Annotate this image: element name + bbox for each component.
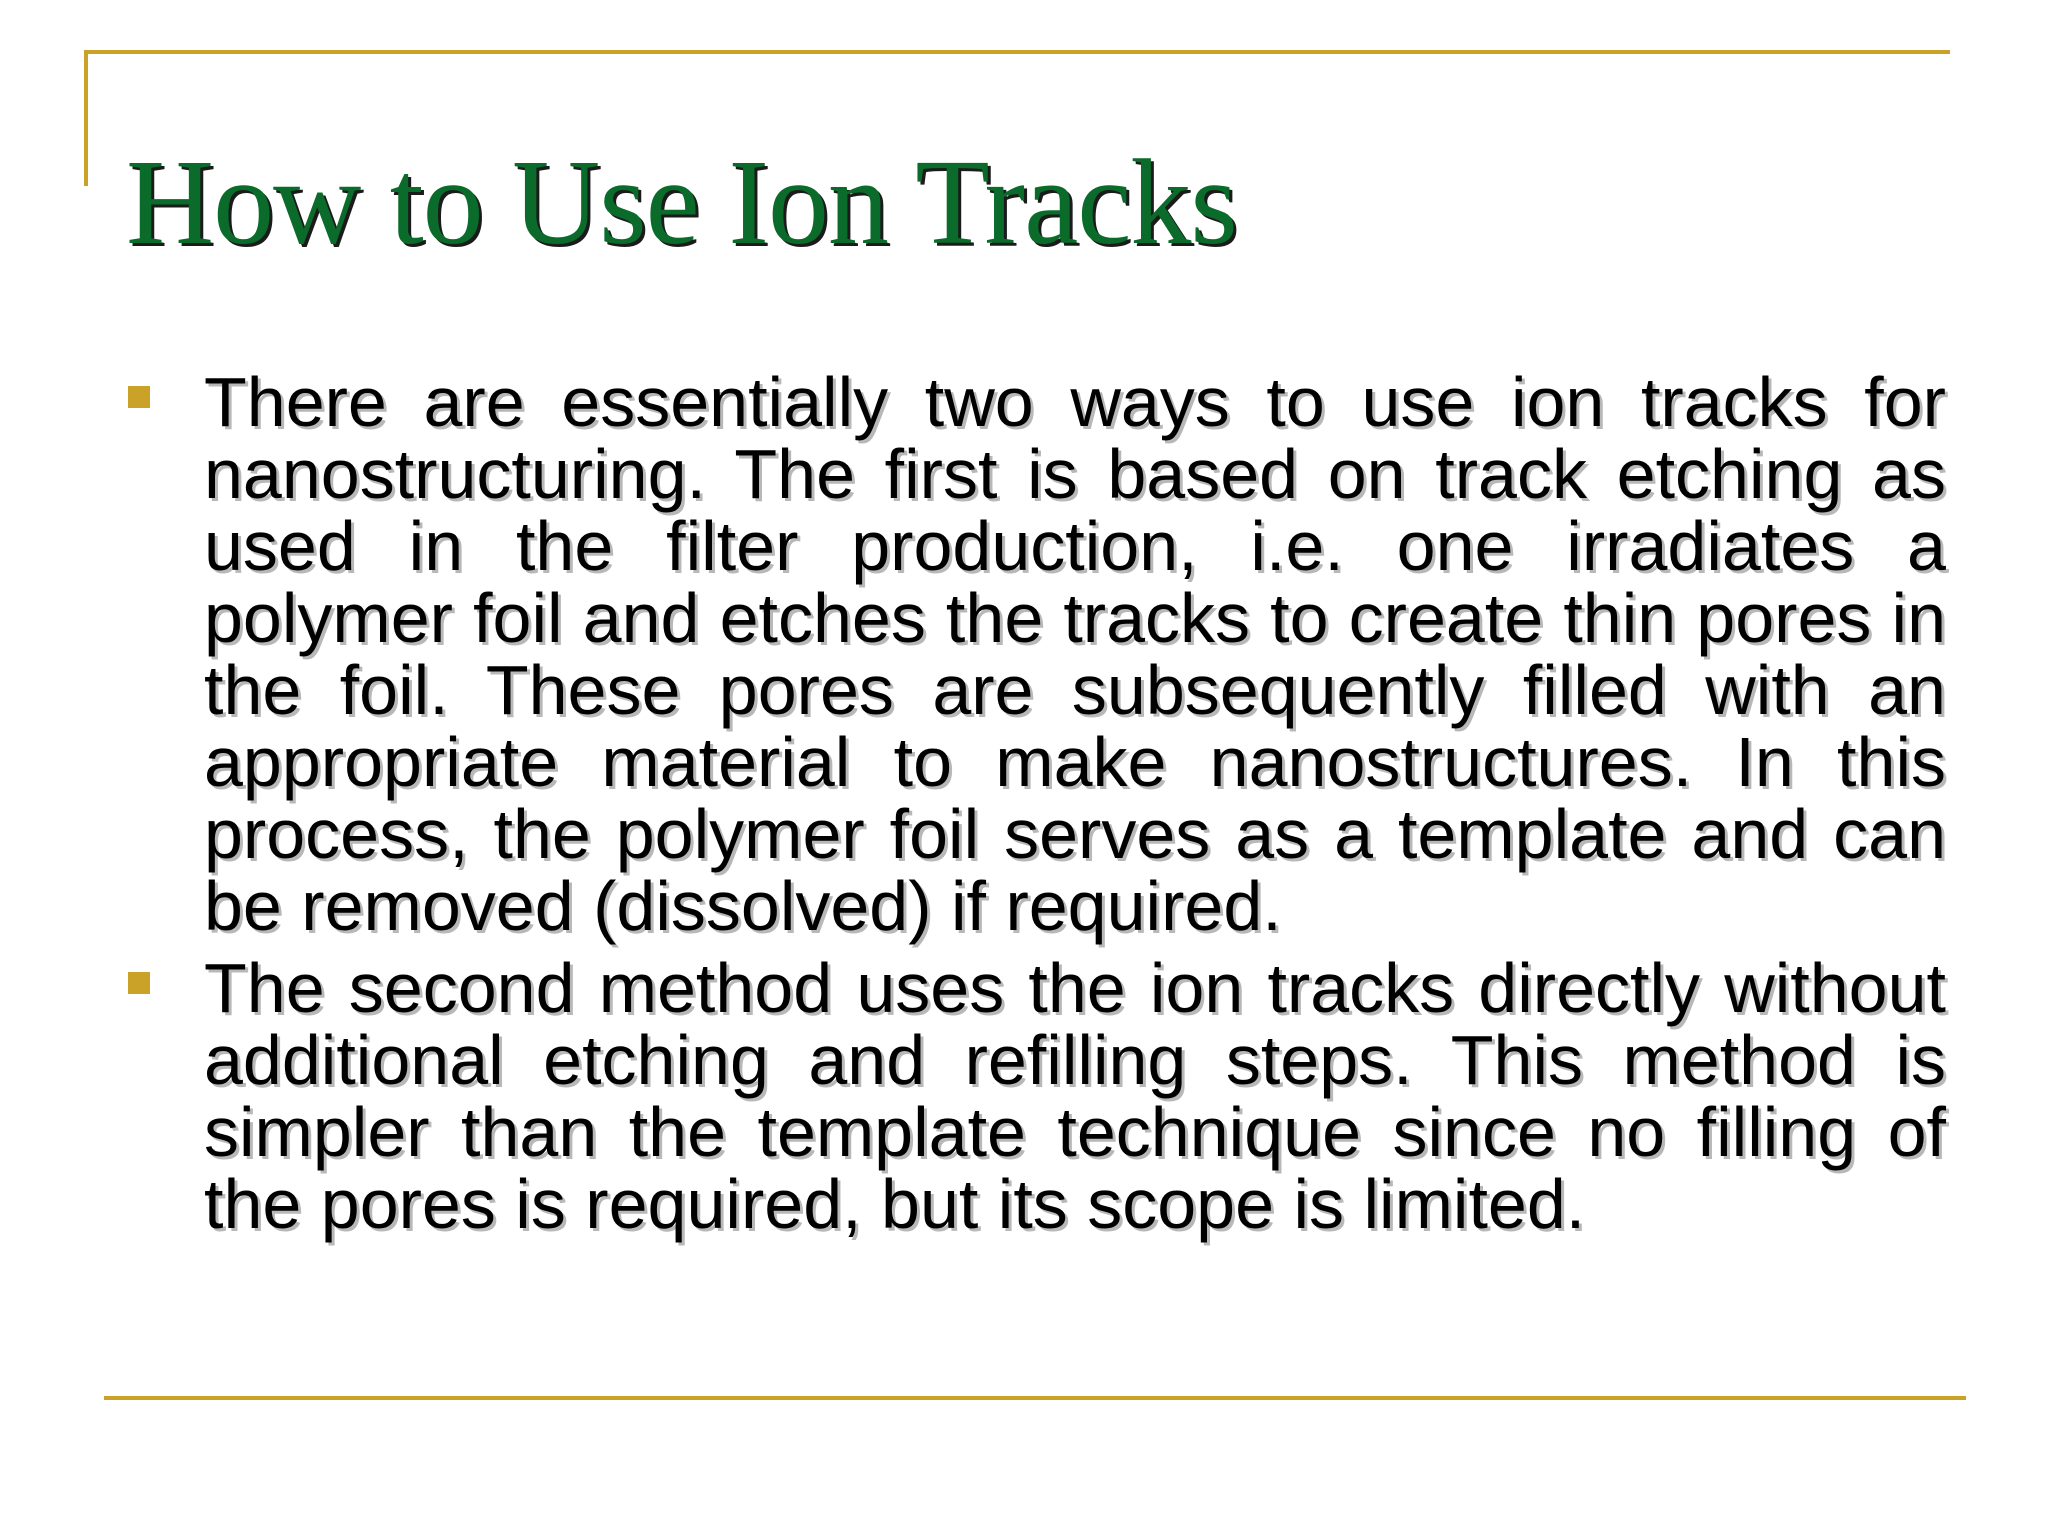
bullet-text: The second method uses the ion tracks directly without additional etching and refilling steps. This method is simpler than the template technique since no filling of the pores is required, but its scope is limited. xyxy=(204,949,1946,1243)
top-divider xyxy=(84,50,1950,54)
slide-title: How to Use Ion Tracks xyxy=(126,135,1237,270)
list-item xyxy=(126,949,1946,1243)
bullet-list xyxy=(126,363,1946,1250)
bullet-text: There are essentially two ways to use ion tracks for nanostructuring. The first is based on track etching as used in the filter production, i.e. one irradiates a polymer foil and etches the tracks to create thin pores in the foil. These pores are subsequently filled with an appropriate material to make nanostructures. In this process, the polymer foil serves as a template and can be removed (dissolved) if required. xyxy=(204,363,1946,945)
left-divider xyxy=(84,50,88,186)
bottom-divider xyxy=(104,1396,1966,1400)
square-bullet-icon xyxy=(128,972,150,994)
list-item xyxy=(126,363,1946,945)
square-bullet-icon xyxy=(128,386,150,408)
